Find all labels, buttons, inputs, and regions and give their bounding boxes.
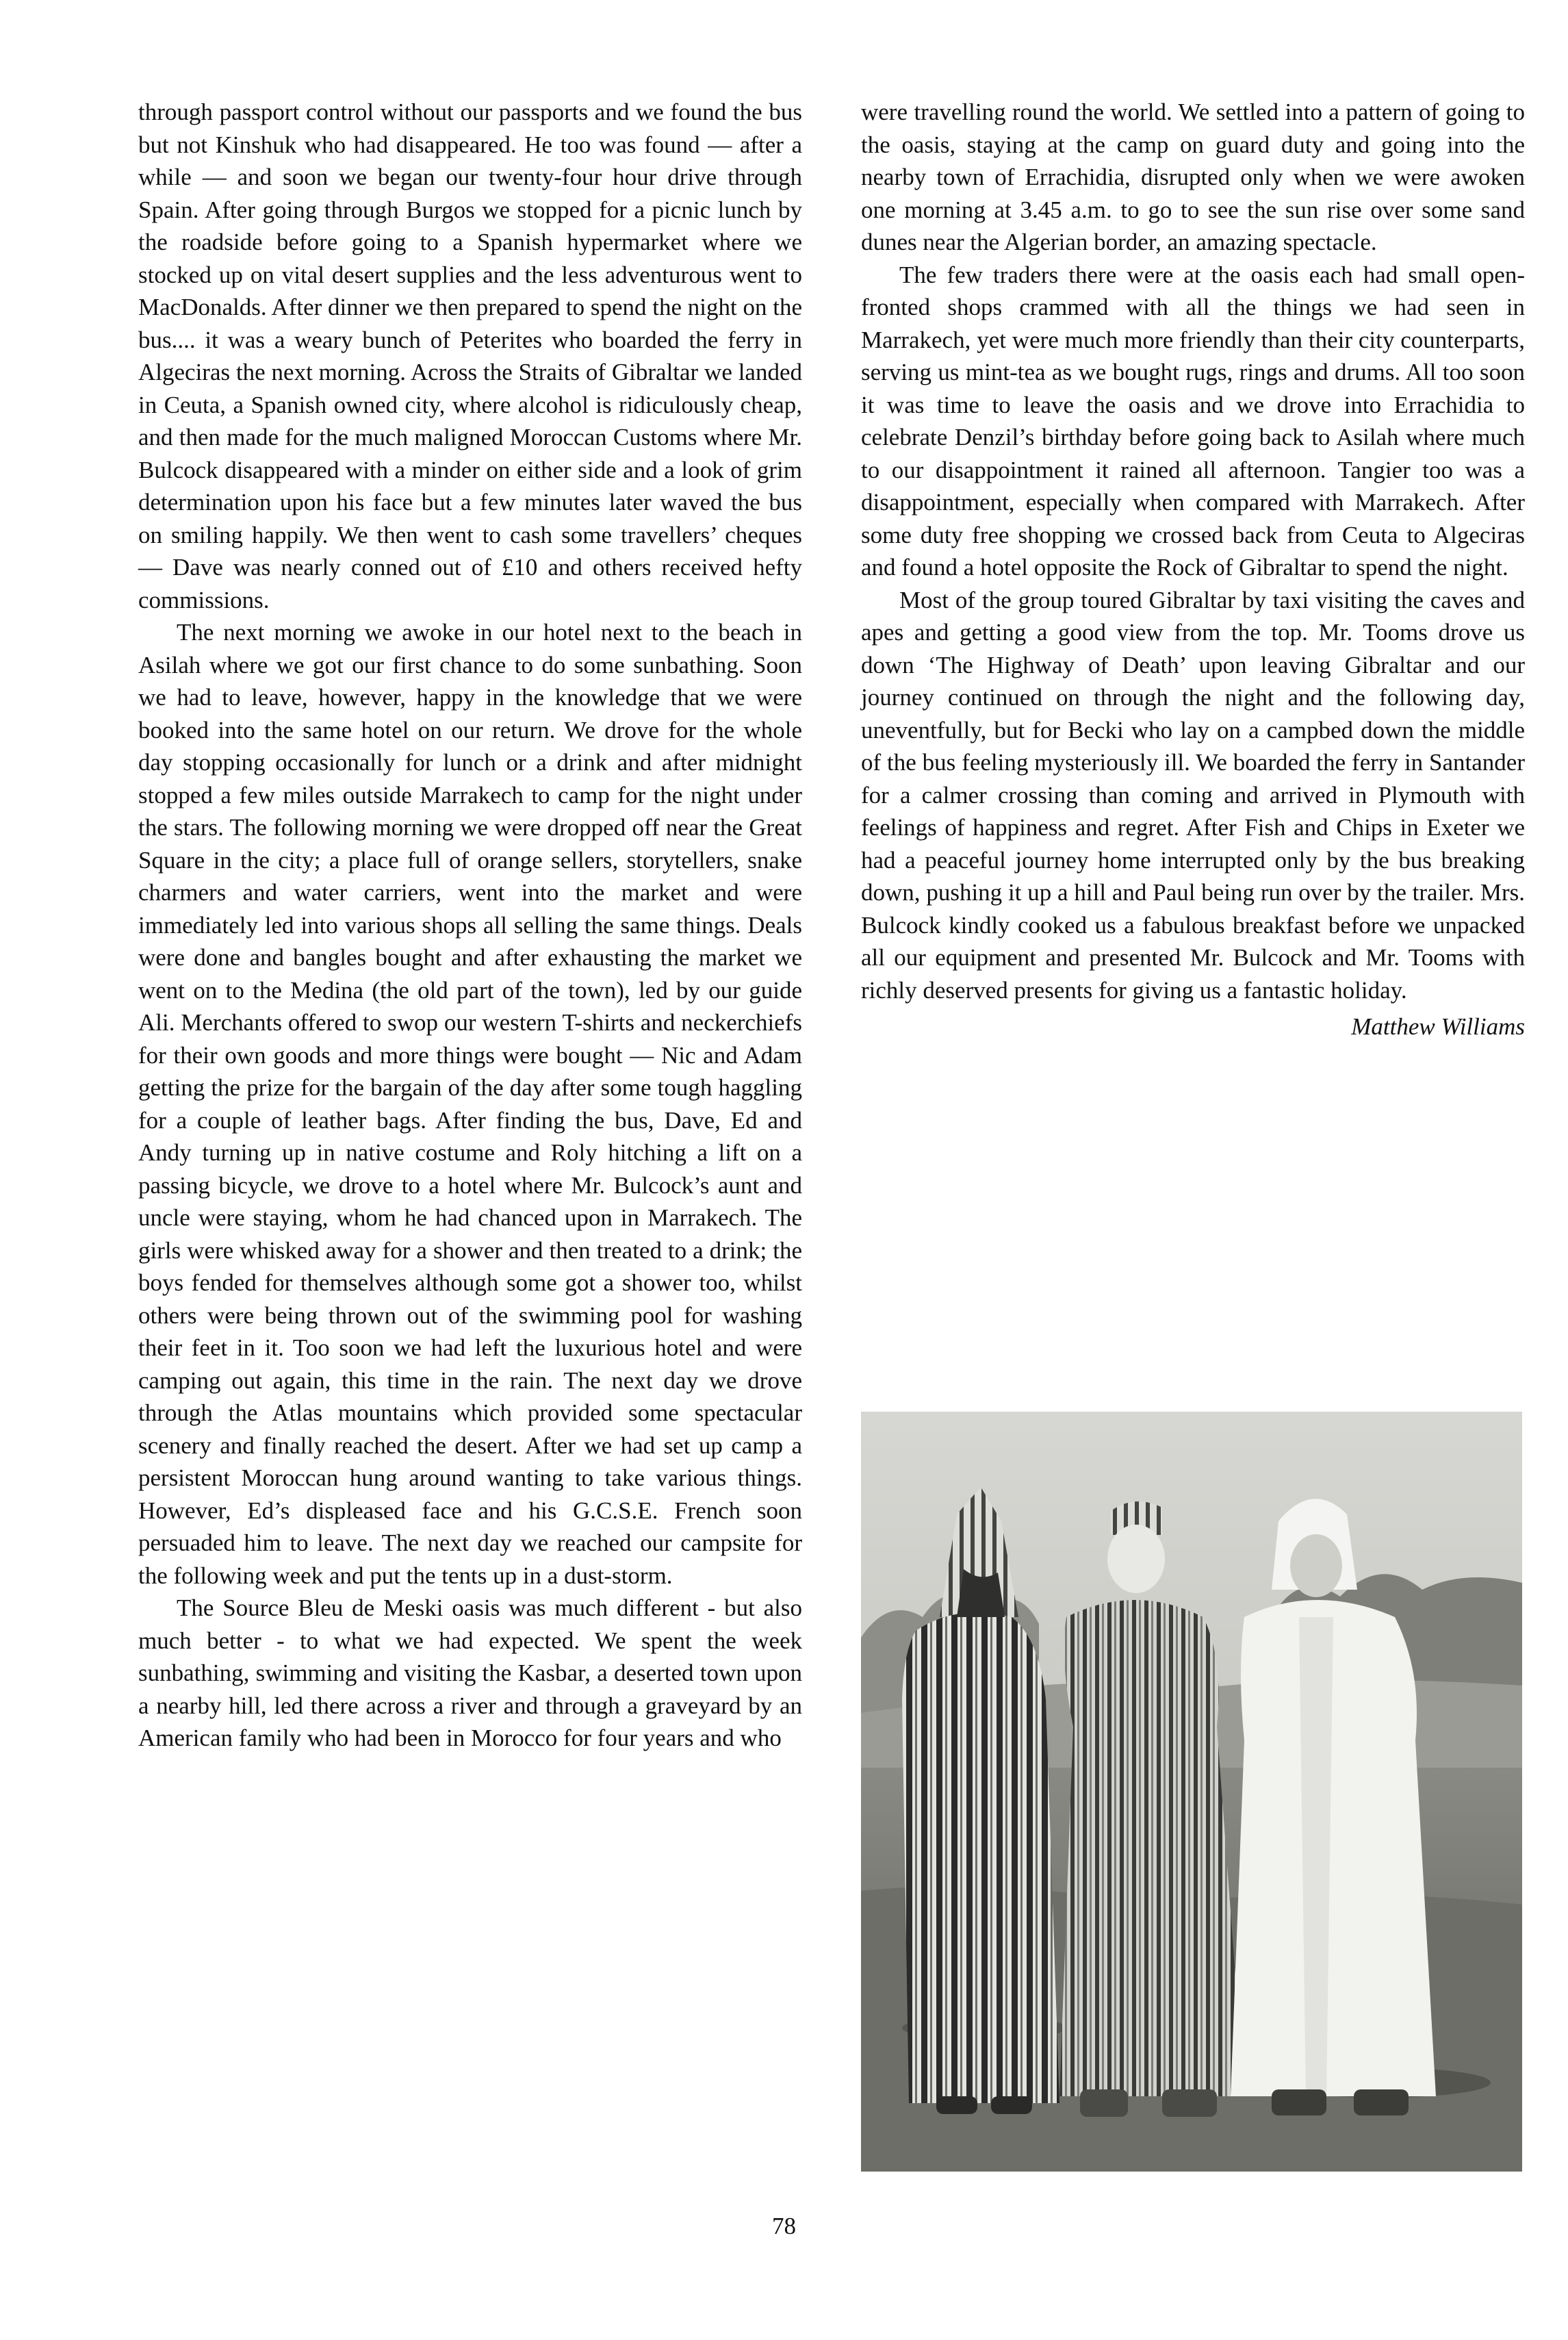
- paragraph: The Source Bleu de Meski oasis was much different - but also much better - to what we had expected. We spent the week sunbathing, swimming and visiting the Kasbar, a deserted town upon a nearby hill, led there across a river and through a graveyard by an American family who had been in Morocco for four years and who: [138, 1594, 802, 1751]
- paragraph: were travelling round the world. We settled into a pattern of going to the oasis, staying at the camp on guard duty and going into the nearby town of Errachidia, disrupted only when we were awoken one morning at 3.45 a.m. to go to see the sun rise over some sand dunes near the Algerian border, an amazing spectacle.: [861, 99, 1525, 255]
- right-text-column: [861, 96, 1525, 1043]
- paragraph: The few traders there were at the oasis each had small open-fronted shops crammed with all the things we had seen in Marrakech, yet were much more friendly than their city counterparts, serving us mint-tea as we bought rugs, rings and drums. All too soon it was time to leave the oasis and we drove into Errachidia to celebrate Denzil’s birthday before going back to Asilah where much to our disappointment it rained all afternoon. Tangier too was a disappointment, especially when compared with Marrakech. After some duty free shopping we crossed back from Ceuta to Algeciras and found a hotel opposite the Rock of Gibraltar to spend the night.: [861, 261, 1525, 581]
- paragraph: Most of the group toured Gibraltar by taxi visiting the caves and apes and getting a good view from the top. Mr. Tooms drove us down ‘The Highway of Death’ upon leaving Gibraltar and our journey continued on through the night and the following day, uneventfully, but for Becki who lay on a campbed down the middle of the bus feeling mysteriously ill. We boarded the ferry in Santander for a calmer crossing than coming and arrived in Plymouth with feelings of happiness and regret. After Fish and Chips in Exeter we had a peaceful journey home interrupted only by the bus breaking down, pushing it up a hill and Paul being run over by the trailer. Mrs. Bulcock kindly cooked us a fabulous breakfast before we unpacked all our equipment and presented Mr. Bulcock and Mr. Tooms with richly deserved presents for giving us a fantastic holiday.: [861, 586, 1525, 1004]
- page-number: 78: [772, 2213, 796, 2239]
- author-byline: Matthew Williams: [1351, 1013, 1525, 1040]
- paragraph: The next morning we awoke in our hotel next to the beach in Asilah where we got our first chance to do some sunbathing. Soon we had to leave, however, happy in the knowledge that we were booked into the same hotel on our return. We drove for the whole day stopping occasionally for lunch or a drink and after midnight stopped a few miles outside Marrakech to camp for the night under the stars. The following morning we were dropped off near the Great Square in the city; a place full of orange sellers, storytellers, snake charmers and water carriers, went into the market and were immediately led into various shops all selling the same things. Deals were done and bangles bought and after exhausting the market we went on to the Medina (the old part of the town), led by our guide Ali. Merchants offered to swop our western T-shirts and neckerchiefs for their own goods and more things were bought — Nic and Adam getting the prize for the bargain of the day after some tough haggling for a couple of leather bags. After finding the bus, Dave, Ed and Andy turning up in native costume and Roly hitching a lift on a passing bicycle, we drove to a hotel where Mr. Bulcock’s aunt and uncle were staying, whom he had chanced upon in Marrakech. The girls were whisked away for a shower and then treated to a drink; the boys fended for themselves although some got a shower too, whilst others were being thrown out of the swimming pool for washing their feet in it. Too soon we had left the luxurious hotel and were camping out again, this time in the rain. The next day we drove through the Atlas mountains which provided some spectacular scenery and finally reached the desert. After we had set up camp a persistent Moroccan hung around wanting to take various things. However, Ed’s displeased face and his G.C.S.E. French soon persuaded him to leave. The next day we reached our campsite for the following week and put the tents up in a dust-storm.: [138, 619, 802, 1589]
- photo-three-figures-in-robes: [861, 1412, 1522, 2172]
- photograph: [861, 1412, 1522, 2172]
- left-text-column: [138, 96, 802, 1755]
- paragraph: through passport control without our passports and we found the bus but not Kinshuk who had disappeared. He too was found — after a while — and soon we began our twenty-four hour drive through Spain. After going through Burgos we stopped for a picnic lunch by the roadside before going to a Spanish hypermarket where we stocked up on vital desert supplies and the less adventurous went to MacDonalds. After dinner we then prepared to spend the night on the bus.... it was a weary bunch of Peterites who boarded the ferry in Algeciras the next morning. Across the Straits of Gibraltar we landed in Ceuta, a Spanish owned city, where alcohol is ridiculously cheap, and then made for the much maligned Moroccan Customs where Mr. Bulcock disappeared with a minder on either side and a look of grim determination upon his face but a few minutes later waved the bus on smiling happily. We then went to cash some travellers’ cheques — Dave was nearly conned out of £10 and others received hefty commissions.: [138, 99, 803, 613]
